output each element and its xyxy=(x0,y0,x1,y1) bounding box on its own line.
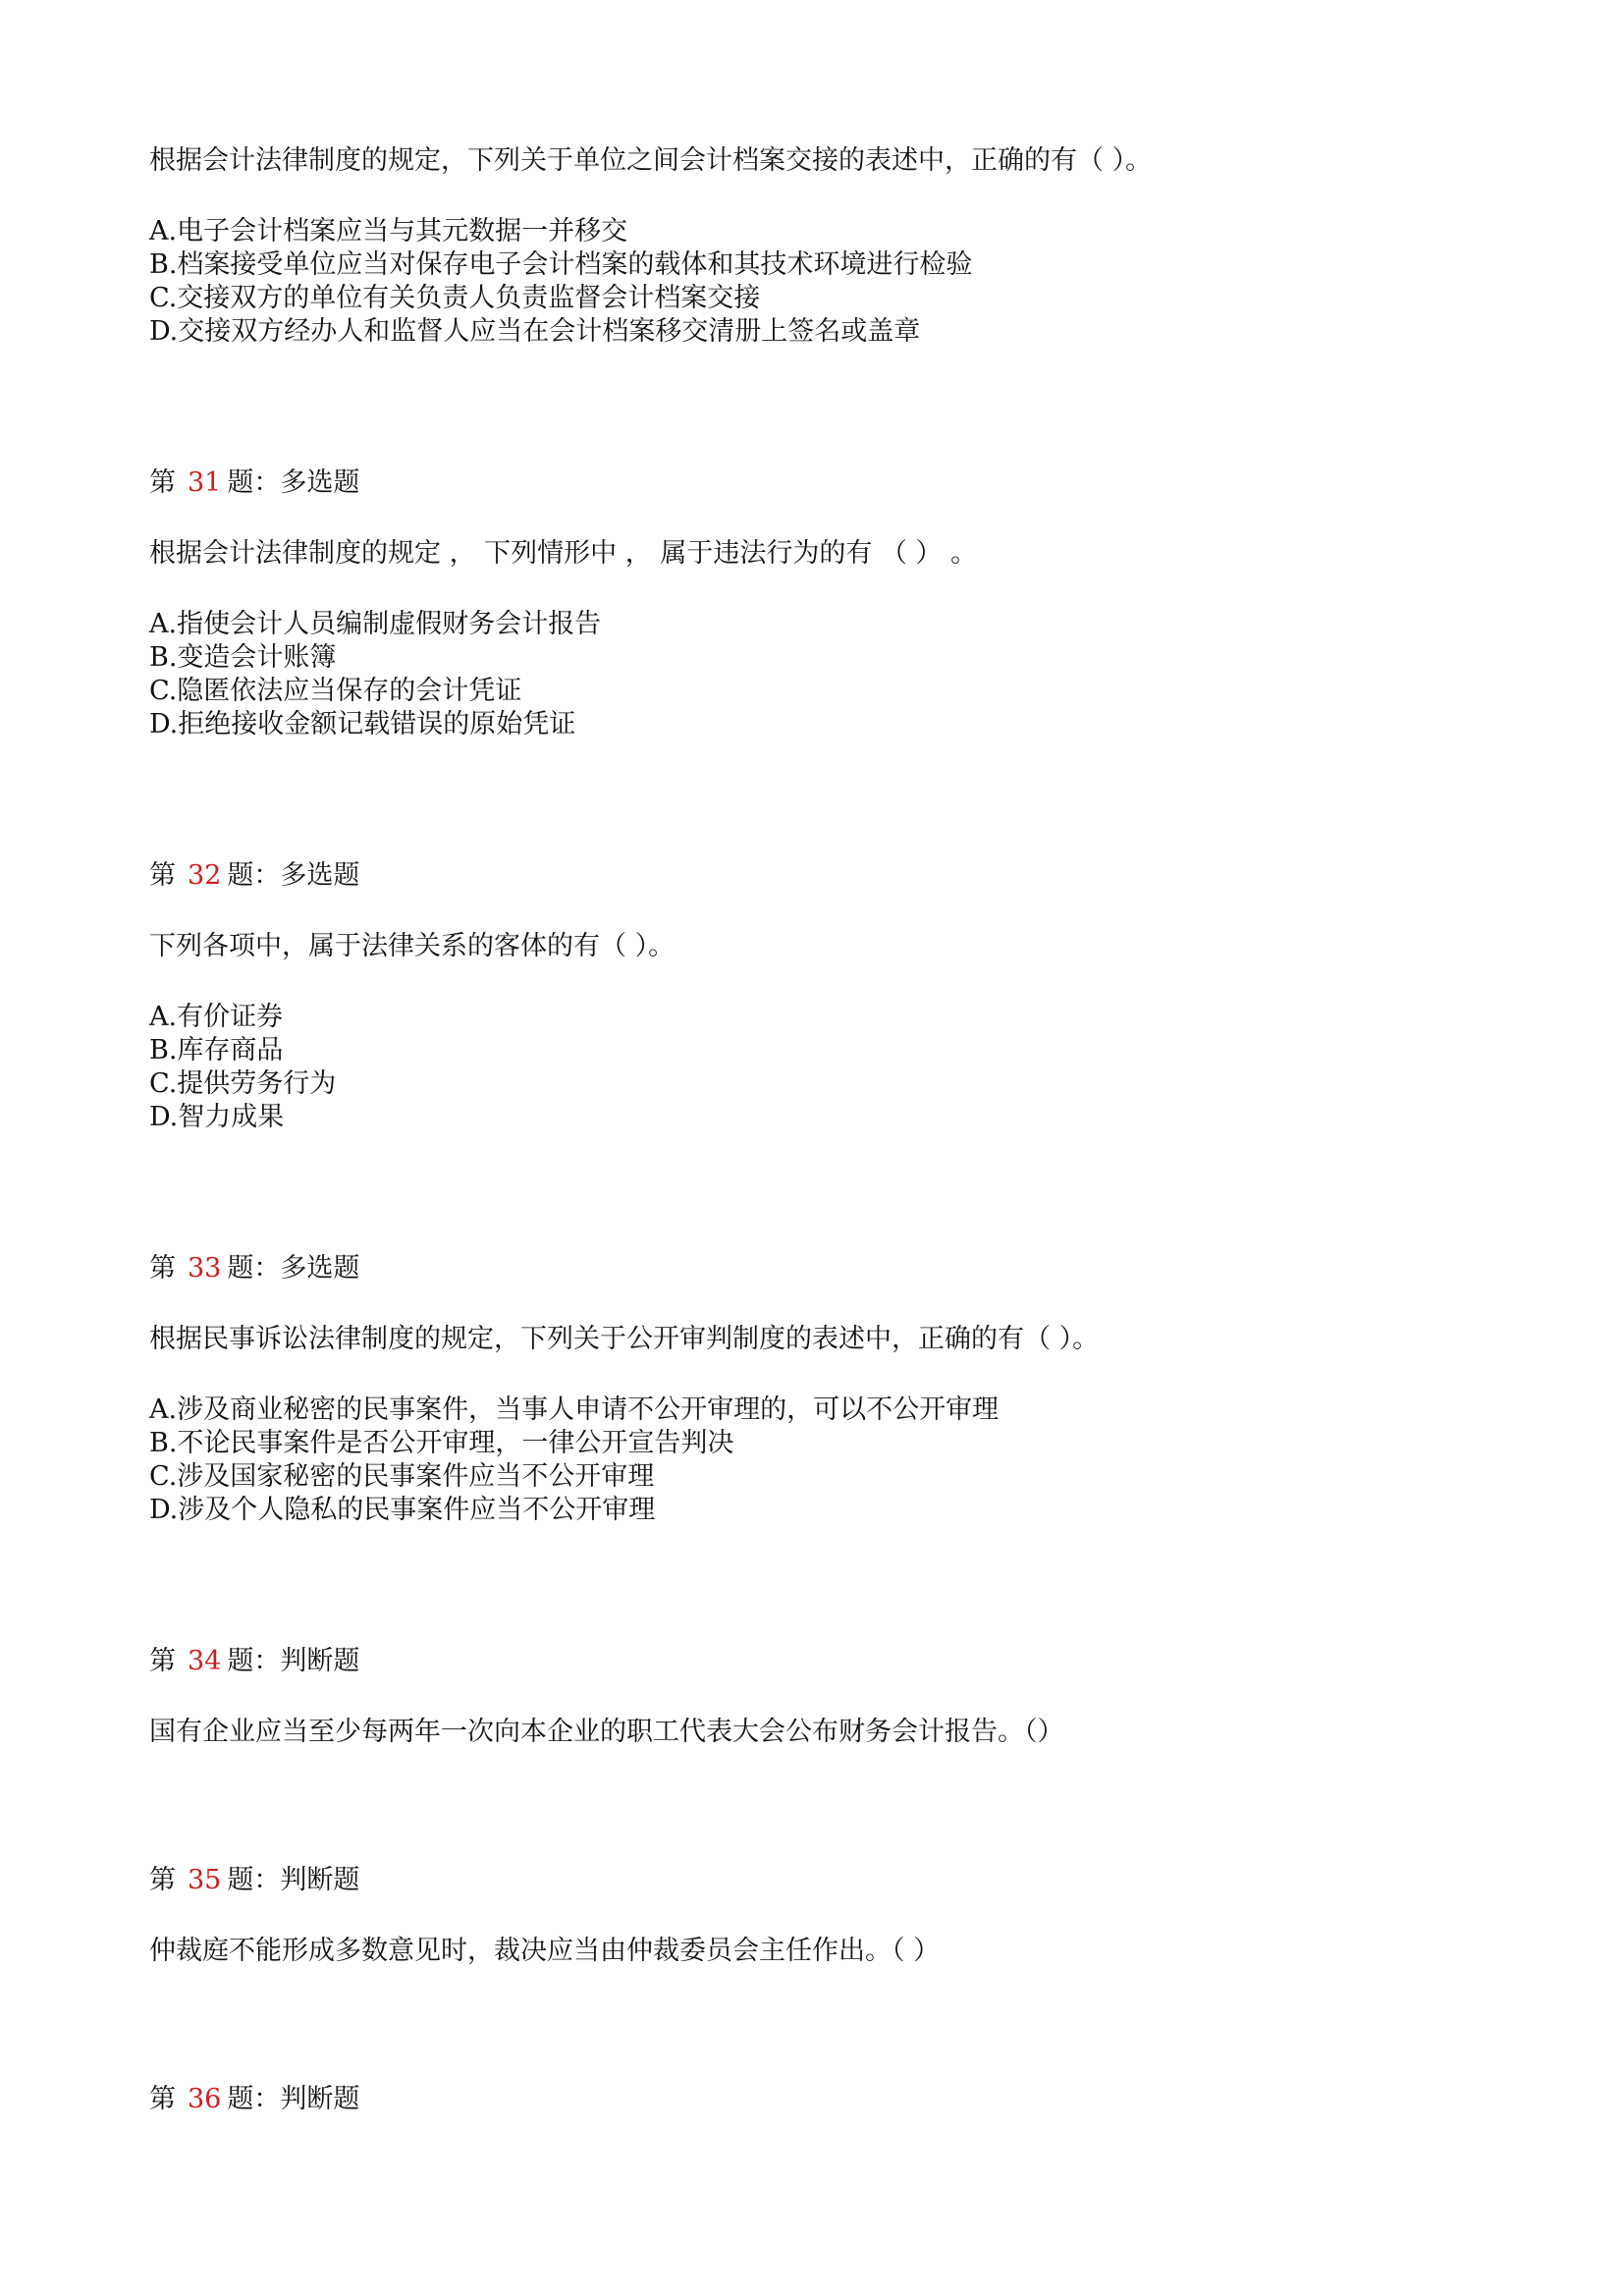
question-number: 32 xyxy=(188,860,222,891)
option-list xyxy=(149,1394,1504,1527)
question-type: 题：判断题 xyxy=(227,1865,360,1895)
option-d: D.智力成果 xyxy=(149,1102,285,1132)
option-c: C.交接双方的单位有关负责人负责监督会计档案交接 xyxy=(149,283,761,313)
option-b: B.不论民事案件是否公开审理，一律公开宣告判决 xyxy=(149,1428,734,1458)
question-prefix: 第 xyxy=(149,467,176,498)
question-type: 题：多选题 xyxy=(227,1253,360,1284)
option-d: D.拒绝接收金额记载错误的原始凭证 xyxy=(149,709,576,739)
question-number: 34 xyxy=(188,1646,222,1676)
question-prefix: 第 xyxy=(149,1253,176,1284)
option-b: B.档案接受单位应当对保存电子会计档案的载体和其技术环境进行检验 xyxy=(149,249,973,280)
option-b: B.库存商品 xyxy=(149,1035,284,1066)
question-stem: 仲裁庭不能形成多数意见时，裁决应当由仲裁委员会主任作出。（ ） xyxy=(149,1936,941,1966)
question-number: 31 xyxy=(188,467,222,498)
option-a: A.电子会计档案应当与其元数据一并移交 xyxy=(149,216,628,246)
option-c: C.涉及国家秘密的民事案件应当不公开审理 xyxy=(149,1461,655,1492)
question-prefix: 第 xyxy=(149,1646,176,1676)
question-type: 题：多选题 xyxy=(227,467,360,498)
option-c: C.隐匿依法应当保存的会计凭证 xyxy=(149,676,522,706)
question-number: 36 xyxy=(188,2084,222,2114)
option-list xyxy=(149,1001,1504,1134)
question-header xyxy=(149,1252,1504,1285)
option-d: D.交接双方经办人和监督人应当在会计档案移交清册上签名或盖章 xyxy=(149,316,921,347)
option-list xyxy=(149,215,1504,349)
question-35 xyxy=(149,1864,1504,1968)
question-31 xyxy=(149,466,1504,741)
question-number: 33 xyxy=(188,1253,222,1284)
question-33 xyxy=(149,1252,1504,1527)
question-32 xyxy=(149,859,1504,1134)
question-header xyxy=(149,1645,1504,1678)
question-stem: 下列各项中，属于法律关系的客体的有（ ）。 xyxy=(149,931,676,961)
question-stem: 国有企业应当至少每两年一次向本企业的职工代表大会公布财务会计报告。（） xyxy=(149,1717,1064,1747)
option-a: A.涉及商业秘密的民事案件，当事人申请不公开审理的，可以不公开审理 xyxy=(149,1394,1000,1425)
question-prefix: 第 xyxy=(149,860,176,891)
question-34 xyxy=(149,1645,1504,1749)
question-stem: 根据会计法律制度的规定 ， 下列情形中 ， 属于违法行为的有 （ ） 。 xyxy=(149,538,978,569)
question-type: 题：判断题 xyxy=(227,1646,360,1676)
question-30 xyxy=(149,144,1504,349)
question-type: 题：判断题 xyxy=(227,2084,360,2114)
question-header xyxy=(149,859,1504,893)
question-stem: 根据会计法律制度的规定，下列关于单位之间会计档案交接的表述中，正确的有（ ）。 xyxy=(149,145,1153,176)
option-d: D.涉及个人隐私的民事案件应当不公开审理 xyxy=(149,1495,656,1525)
option-a: A.有价证券 xyxy=(149,1002,284,1032)
question-stem: 根据民事诉讼法律制度的规定，下列关于公开审判制度的表述中，正确的有（ ）。 xyxy=(149,1324,1100,1354)
option-b: B.变造会计账簿 xyxy=(149,642,337,673)
question-header xyxy=(149,2083,1504,2116)
question-type: 题：多选题 xyxy=(227,860,360,891)
question-number: 35 xyxy=(188,1865,222,1895)
question-header xyxy=(149,466,1504,500)
question-prefix: 第 xyxy=(149,1865,176,1895)
option-c: C.提供劳务行为 xyxy=(149,1068,337,1099)
question-36 xyxy=(149,2083,1504,2116)
question-header xyxy=(149,1864,1504,1897)
option-a: A.指使会计人员编制虚假财务会计报告 xyxy=(149,609,602,639)
option-list xyxy=(149,608,1504,741)
question-prefix: 第 xyxy=(149,2084,176,2114)
